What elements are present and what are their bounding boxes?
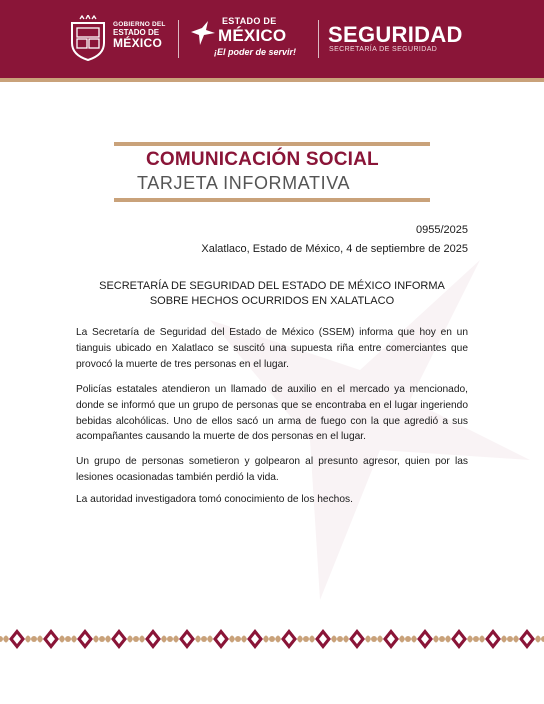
headline-line-1: SECRETARÍA DE SEGURIDAD DEL ESTADO DE MÉXICO INFORMA xyxy=(99,280,445,292)
header-accent-stripe xyxy=(0,78,544,82)
decorative-ornament-band xyxy=(0,626,544,652)
document-subtitle: TARJETA INFORMATIVA xyxy=(137,173,351,193)
header-divider xyxy=(178,20,179,58)
body-paragraph-3: Un grupo de personas sometieron y golpearon al presunto agresor, quien por las lesiones ocasionadas también perdió la vida. xyxy=(76,456,468,483)
title-rule-bottom xyxy=(114,198,430,202)
gov-line-2: ESTADO DE xyxy=(113,27,160,37)
header-divider xyxy=(318,20,319,58)
body-paragraph-4: La autoridad investigadora tomó conocimiento de los hechos. xyxy=(76,494,353,505)
headline-line-2: SOBRE HECHOS OCURRIDOS EN XALATLACO xyxy=(149,294,395,307)
estado-logo xyxy=(188,16,308,66)
estado-big-text: MÉXICO xyxy=(218,26,287,45)
coat-of-arms-icon xyxy=(68,15,108,61)
folio-number: 0955/2025 xyxy=(416,224,468,236)
estado-slogan: ¡El poder de servir! xyxy=(214,47,297,57)
government-logo-text xyxy=(113,22,166,50)
title-rule-top xyxy=(114,142,430,146)
seguridad-title: SEGURIDAD xyxy=(328,22,463,47)
body-paragraph-1: La Secretaría de Seguridad del Estado de México (SSEM) informa que hoy en un tianguis ubicado en Xalatlaco se suscitó una supuesta riña entre comerciantes que provocó la muerte de tres personas en el lugar. xyxy=(76,327,468,370)
estado-small-text: ESTADO DE xyxy=(222,16,277,26)
hummingbird-icon xyxy=(188,18,218,48)
body-paragraph-2: Policías estatales atendieron un llamado de auxilio en el mercado ya mencionado, donde se informó que un grupo de personas que se encontraba en el lugar ingeriendo bebidas alcohólicas. Uno de ellos sacó un arma de fuego con la que agredió a sus acompañantes causando la muerte de dos personas en el lugar. xyxy=(76,384,468,443)
gov-line-1: GOBIERNO DEL xyxy=(113,21,166,28)
document-title: COMUNICACIÓN SOCIAL xyxy=(146,149,379,170)
seguridad-subtitle: SECRETARÍA DE SEGURIDAD xyxy=(329,46,438,53)
place-and-date: Xalatlaco, Estado de México, 4 de septiembre de 2025 xyxy=(201,243,468,255)
gov-line-3: MÉXICO xyxy=(113,36,163,51)
headline xyxy=(60,279,484,309)
